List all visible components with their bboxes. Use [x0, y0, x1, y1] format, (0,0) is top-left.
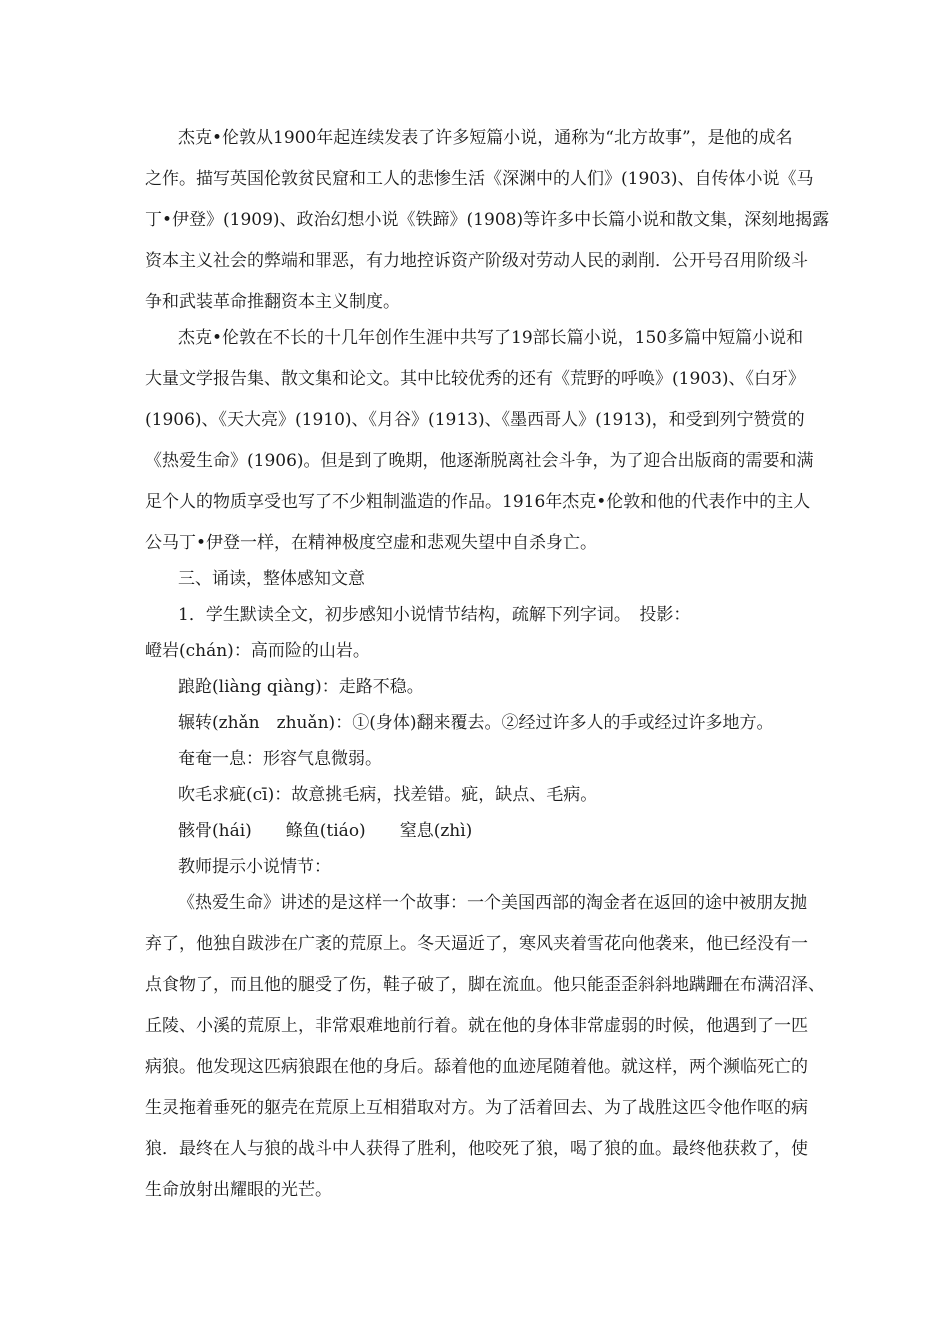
p3-line-8: 生命放射出耀眼的光芒。 [145, 1180, 332, 1200]
vocab-item-4: 奄奄一息：形容气息微弱。 [178, 749, 382, 769]
vocab-item-1: 嶝岩(chán)：高而险的山岩。 [145, 641, 370, 661]
p2-line-6: 公马丁•伊登一样，在精神极度空虚和悲观失望中自杀身亡。 [145, 533, 598, 553]
vocab-item-6: 骸骨(hái) 鲦鱼(tiáo) 窒息(zhì) [178, 821, 473, 841]
vocab-item-5: 吹毛求疵(cī)：故意挑毛病，找差错。疵，缺点、毛病。 [178, 785, 598, 805]
p1-line-4: 资本主义社会的弊端和罪恶，有力地控诉资产阶级对劳动人民的剥削．公开号召用阶级斗 [145, 251, 808, 271]
vocab-item-3: 辗转(zhǎn zhuǎn)：①(身体)翻来覆去。②经过许多人的手或经过许多地方。 [178, 713, 774, 733]
p2-line-3: (1906)、《天大亮》(1910)、《月谷》(1913)、《墨西哥人》(1913)，和受到列宁赞赏的 [145, 410, 805, 430]
p3-line-3: 点食物了，而且他的腿受了伤，鞋子破了，脚在流血。他只能歪歪斜斜地蹒跚在布满沼泽、 [145, 975, 825, 995]
p3-line-4: 丘陵、小溪的荒原上，非常艰难地前行着。就在他的身体非常虚弱的时候，他遇到了一匹 [145, 1016, 808, 1036]
vocab-item-2: 踉跄(liàng qiàng)：走路不稳。 [178, 677, 424, 697]
p3-line-2: 弃了，他独自跋涉在广袤的荒原上。冬天逼近了，寒风夹着雪花向他袭来，他已经没有一 [145, 934, 808, 954]
teacher-hint: 教师提示小说情节： [178, 857, 331, 877]
task-item-1: 1．学生默读全文，初步感知小说情节结构，疏解下列字词。 投影： [178, 605, 691, 625]
p3-line-5: 病狼。他发现这匹病狼跟在他的身后。舔着他的血迹尾随着他。就这样，两个濒临死亡的 [145, 1057, 808, 1077]
p3-line-6: 生灵拖着垂死的躯壳在荒原上互相猎取对方。为了活着回去、为了战胜这匹令他作呕的病 [145, 1098, 808, 1118]
p3-line-7: 狼．最终在人与狼的战斗中人获得了胜利，他咬死了狼，喝了狼的血。最终他获救了，使 [145, 1139, 808, 1159]
p1-line-3: 丁•伊登》(1909)、政治幻想小说《铁蹄》(1908)等许多中长篇小说和散文集，深刻地揭露 [145, 210, 830, 230]
p2-line-1: 杰克•伦敦在不长的十几年创作生涯中共写了19部长篇小说，150多篇中短篇小说和 [178, 328, 804, 348]
p2-line-2: 大量文学报告集、散文集和论文。其中比较优秀的还有《荒野的呼唤》(1903)、《白牙》 [145, 369, 806, 389]
p1-line-1: 杰克•伦敦从1900年起连续发表了许多短篇小说，通称为“北方故事”，是他的成名 [178, 128, 793, 148]
p2-line-4: 《热爱生命》(1906)。但是到了晚期，他逐渐脱离社会斗争，为了迎合出版商的需要和满 [145, 451, 814, 471]
p3-line-1: 《热爱生命》讲述的是这样一个故事：一个美国西部的淘金者在返回的途中被朋友抛 [178, 893, 807, 913]
p2-line-5: 足个人的物质享受也写了不少粗制滥造的作品。1916年杰克•伦敦和他的代表作中的主人 [145, 492, 811, 512]
section-heading: 三、诵读，整体感知文意 [178, 569, 365, 589]
p1-line-2: 之作。描写英国伦敦贫民窟和工人的悲惨生活《深渊中的人们》(1903)、自传体小说《马 [145, 169, 814, 189]
p1-line-5: 争和武装革命推翻资本主义制度。 [145, 292, 400, 312]
